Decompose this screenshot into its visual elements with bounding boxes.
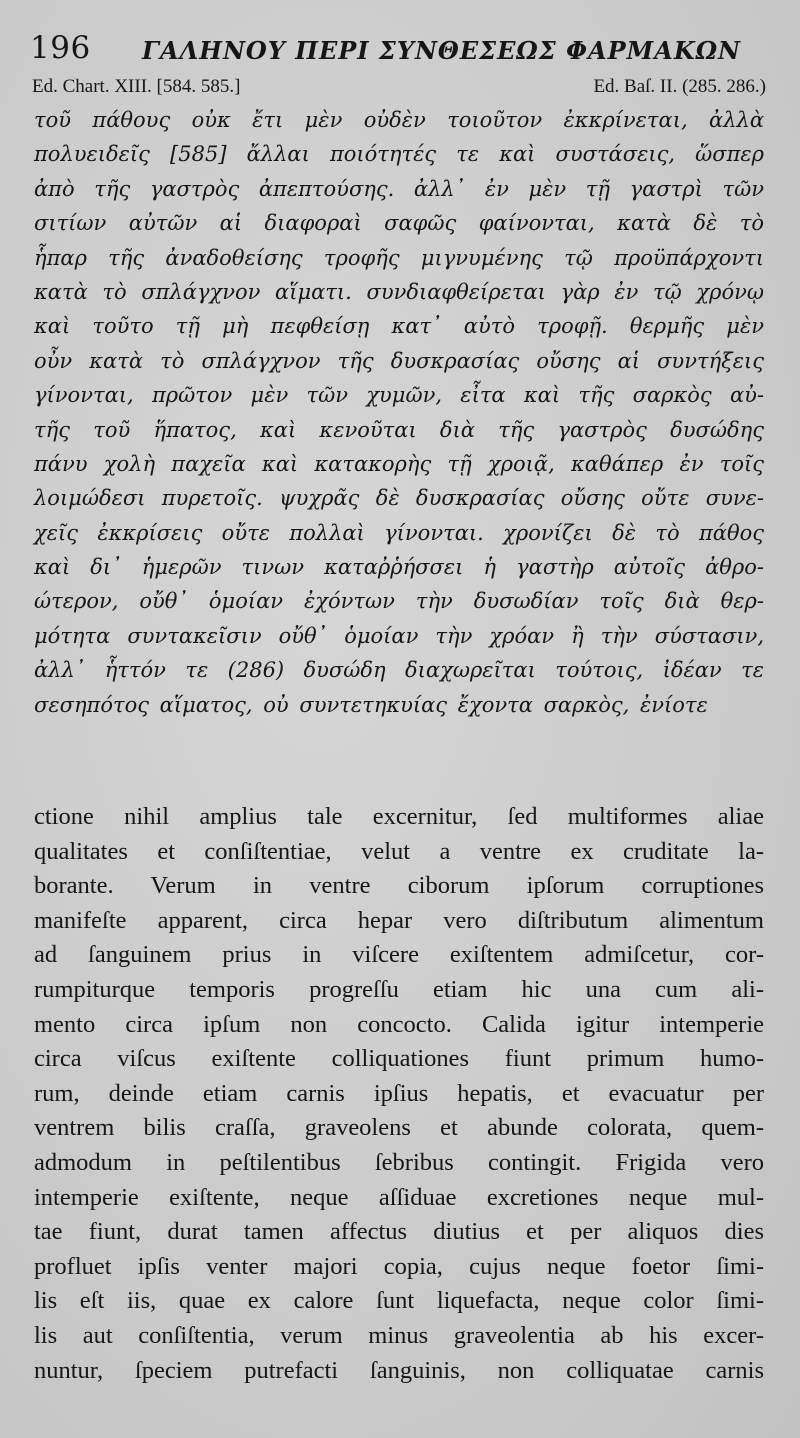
greek-line: καὶ τοῦτο τῇ μὴ πεφθείσῃ κατ᾽ αὐτὸ τροφῇ. θερμῆς μὲν bbox=[34, 314, 764, 339]
latin-line: rum, deinde etiam carnis ipſius hepatis, et evacuatur per bbox=[34, 1079, 764, 1107]
greek-line: οὖν κατὰ τὸ σπλάγχνον τῆς δυσκρασίας οὔσης αἱ συντήξεις bbox=[34, 348, 764, 373]
latin-line: ad ſanguinem prius in viſcere exiſtentem admiſcetur, cor- bbox=[34, 941, 764, 969]
latin-line: tae fiunt, durat tamen affectus diutius et per aliquos dies bbox=[34, 1218, 764, 1246]
greek-line: ἀπὸ τῆς γαστρὸς ἀπεπτούσης. ἀλλ᾽ ἐν μὲν τῇ γαστρὶ τῶν bbox=[34, 176, 764, 201]
latin-text-block bbox=[34, 800, 764, 1388]
latin-line: ctione nihil amplius tale excernitur, ſed multiformes aliae bbox=[34, 803, 764, 830]
latin-line: borante. Verum in ventre ciborum ipſorum corruptiones bbox=[34, 872, 764, 900]
latin-line: intemperie exiſtente, neque aſſiduae excretiones neque mul- bbox=[34, 1183, 764, 1211]
greek-line: τοῦ πάθους οὐκ ἔτι μὲν οὐδὲν τοιοῦτον ἐκκρίνεται, ἀλλὰ bbox=[34, 108, 764, 132]
edition-chartier-reference: Ed. Chart. XIII. [584. 585.] bbox=[32, 76, 241, 97]
latin-line: nuntur, ſpeciem putrefacti ſanguinis, non colliquatae carnis bbox=[34, 1356, 764, 1384]
greek-line: πολυειδεῖς [585] ἄλλαι ποιότητές τε καὶ συστάσεις, ὥσπερ bbox=[34, 142, 764, 167]
latin-line: profluet ipſis venter majori copia, cujus neque foetor ſimi- bbox=[34, 1252, 764, 1280]
latin-line: mento circa ipſum non concocto. Calida igitur intemperie bbox=[34, 1010, 764, 1038]
latin-line: rumpiturque temporis progreſſu etiam hic una cum ali- bbox=[34, 975, 764, 1003]
latin-line: circa viſcus exiſtente colliquationes fiunt primum humo- bbox=[34, 1045, 764, 1073]
latin-line: manifeſte apparent, circa hepar vero diſtributum alimentum bbox=[34, 906, 764, 934]
latin-line: qualitates et conſiſtentiae, velut a ventre ex cruditate la- bbox=[34, 837, 764, 865]
edition-reference-line bbox=[30, 76, 766, 104]
greek-line: ώτερον, οὔθ᾽ ὁμοίαν ἐχόντων τὴν δυσωδίαν τοῖς διὰ θερ- bbox=[34, 589, 764, 614]
greek-line: τῆς τοῦ ἥπατος, καὶ κενοῦται διὰ τῆς γαστρὸς δυσώδης bbox=[34, 417, 764, 442]
latin-line: ventrem bilis craſſa, graveolens et abunde colorata, quem- bbox=[34, 1114, 764, 1142]
greek-line: ἀλλ᾽ ἧττόν τε (286) δυσώδη διαχωρεῖται τούτοις, ἰδέαν τε bbox=[34, 658, 764, 683]
edition-basel-reference: Ed. Baſ. II. (285. 286.) bbox=[593, 76, 766, 97]
greek-line: ἧπαρ τῆς ἀναδοθείσης τροφῆς μιγνυμένης τῷ προϋπάρχοντι bbox=[34, 245, 764, 270]
greek-line: λοιμώδεσι πυρετοῖς. ψυχρᾶς δὲ δυσκρασίας οὔσης οὔτε συνε- bbox=[34, 486, 764, 511]
greek-line: σεσηπότος αἵματος, οὐ συντετηκυίας ἔχοντα σαρκὸς, ἐνίοτε bbox=[34, 692, 708, 717]
running-title: ΓΑΛΗΝΟΥ ΠΕΡΙ ΣΥΝΘΕΣΕΩΣ ΦΑΡΜΑΚΩΝ bbox=[142, 36, 741, 65]
latin-line: admodum in peſtilentibus ſebribus contingit. Frigida vero bbox=[34, 1148, 764, 1176]
greek-line: μότητα συντακεῖσιν οὔθ᾽ ὁμοίαν τὴν χρόαν ἢ τὴν σύστασιν, bbox=[34, 623, 764, 648]
latin-line: lis eſt iis, quae ex calore ſunt liquefacta, neque color ſimi- bbox=[34, 1287, 764, 1315]
page-header bbox=[30, 26, 775, 66]
greek-line: χεῖς ἐκκρίσεις οὔτε πολλαὶ γίνονται. χρονίζει δὲ τὸ πάθος bbox=[34, 520, 764, 545]
greek-line: πάνυ χολὴ παχεῖα καὶ κατακορὴς τῇ χροιᾷ, καθάπερ ἐν τοῖς bbox=[34, 451, 764, 476]
greek-line: γίνονται, πρῶτον μὲν τῶν χυμῶν, εἶτα καὶ τῆς σαρκὸς αὐ- bbox=[34, 383, 764, 408]
latin-line: lis aut conſiſtentia, verum minus graveolentia ab his excer- bbox=[34, 1321, 764, 1349]
greek-line: καὶ δι᾽ ἡμερῶν τινων καταῤῥήσσει ἡ γαστὴρ αὐτοῖς ἀθρο- bbox=[34, 555, 764, 580]
page-number: 196 bbox=[30, 30, 91, 66]
greek-line: σιτίων αὐτῶν αἱ διαφοραὶ σαφῶς φαίνονται, κατὰ δὲ τὸ bbox=[34, 211, 764, 236]
greek-line: κατὰ τὸ σπλάγχνον αἵματι. συνδιαφθείρεται γὰρ ἐν τῷ χρόνῳ bbox=[34, 279, 764, 304]
greek-text-block bbox=[34, 103, 764, 722]
